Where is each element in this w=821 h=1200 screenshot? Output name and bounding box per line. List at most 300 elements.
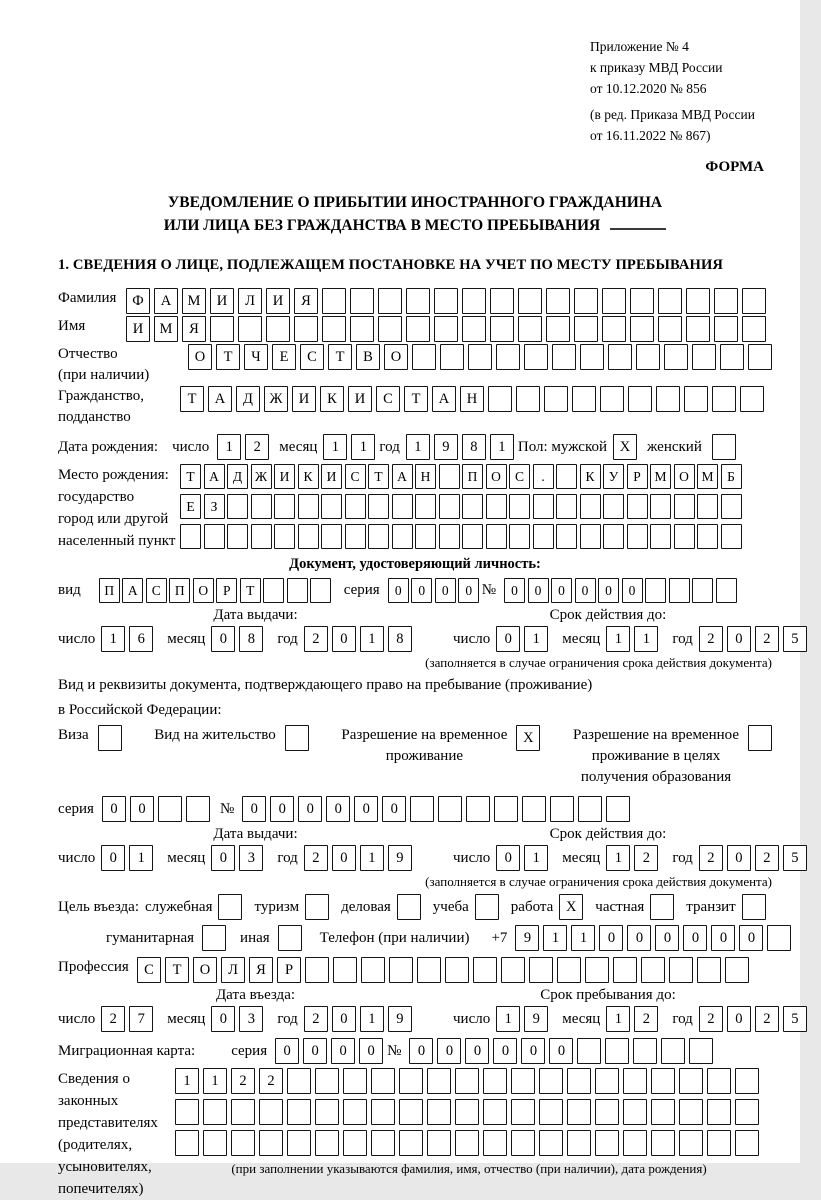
char-cell[interactable]	[516, 386, 540, 412]
char-cell[interactable]	[315, 1130, 339, 1156]
char-cell[interactable]	[251, 494, 272, 519]
char-cell[interactable]	[645, 578, 666, 603]
char-cell[interactable]	[550, 796, 574, 822]
char-cell[interactable]	[600, 386, 624, 412]
char-cell[interactable]: А	[122, 578, 143, 603]
char-cell[interactable]: 0	[521, 1038, 545, 1064]
char-cell[interactable]	[368, 494, 389, 519]
char-cell[interactable]: Т	[165, 957, 189, 983]
char-cell[interactable]	[580, 344, 604, 370]
char-cell[interactable]	[603, 524, 624, 549]
char-cell[interactable]	[434, 316, 458, 342]
char-cell[interactable]: 0	[354, 796, 378, 822]
char-cell[interactable]: 0	[622, 578, 643, 603]
char-cell[interactable]	[509, 524, 530, 549]
char-cell[interactable]: 1	[496, 1006, 520, 1032]
char-cell[interactable]: 2	[304, 1006, 328, 1032]
char-cell[interactable]	[735, 1130, 759, 1156]
char-cell[interactable]: 0	[211, 845, 235, 871]
char-cell[interactable]	[602, 288, 626, 314]
char-cell[interactable]	[669, 957, 693, 983]
char-cell[interactable]: 1	[101, 626, 125, 652]
char-cell[interactable]	[298, 494, 319, 519]
char-cell[interactable]: 0	[411, 578, 432, 603]
char-cell[interactable]	[368, 524, 389, 549]
char-cell[interactable]: 0	[493, 1038, 517, 1064]
char-cell[interactable]: Т	[180, 386, 204, 412]
char-cell[interactable]	[350, 316, 374, 342]
char-cell[interactable]: Л	[221, 957, 245, 983]
sex-female-checkbox[interactable]	[712, 434, 736, 460]
char-cell[interactable]: 1	[606, 1006, 630, 1032]
char-cell[interactable]	[263, 578, 284, 603]
char-cell[interactable]	[427, 1068, 451, 1094]
char-cell[interactable]	[287, 1068, 311, 1094]
char-cell[interactable]	[274, 494, 295, 519]
char-cell[interactable]	[567, 1130, 591, 1156]
char-cell[interactable]: 1	[203, 1068, 227, 1094]
char-cell[interactable]: 1	[323, 434, 347, 460]
char-cell[interactable]: У	[603, 464, 624, 489]
char-cell[interactable]	[180, 524, 201, 549]
char-cell[interactable]: 0	[359, 1038, 383, 1064]
char-cell[interactable]	[186, 796, 210, 822]
char-cell[interactable]	[533, 524, 554, 549]
char-cell[interactable]	[602, 316, 626, 342]
char-cell[interactable]: 2	[245, 434, 269, 460]
char-cell[interactable]: 1	[524, 626, 548, 652]
char-cell[interactable]	[556, 524, 577, 549]
char-cell[interactable]	[574, 288, 598, 314]
char-cell[interactable]	[310, 578, 331, 603]
char-cell[interactable]	[462, 494, 483, 519]
char-cell[interactable]	[546, 288, 570, 314]
char-cell[interactable]: 1	[406, 434, 430, 460]
char-cell[interactable]	[650, 524, 671, 549]
purpose-private-checkbox[interactable]	[650, 894, 674, 920]
purpose-official-checkbox[interactable]	[218, 894, 242, 920]
char-cell[interactable]	[572, 386, 596, 412]
char-cell[interactable]: 0	[242, 796, 266, 822]
char-cell[interactable]	[378, 288, 402, 314]
char-cell[interactable]	[529, 957, 553, 983]
char-cell[interactable]	[669, 578, 690, 603]
char-cell[interactable]: 2	[699, 1006, 723, 1032]
char-cell[interactable]	[287, 1130, 311, 1156]
char-cell[interactable]	[567, 1068, 591, 1094]
char-cell[interactable]	[742, 316, 766, 342]
char-cell[interactable]: 0	[275, 1038, 299, 1064]
char-cell[interactable]: 2	[304, 845, 328, 871]
char-cell[interactable]	[175, 1099, 199, 1125]
char-cell[interactable]	[399, 1130, 423, 1156]
char-cell[interactable]: 9	[388, 1006, 412, 1032]
char-cell[interactable]: И	[348, 386, 372, 412]
char-cell[interactable]: 0	[130, 796, 154, 822]
char-cell[interactable]: 0	[504, 578, 525, 603]
char-cell[interactable]: А	[392, 464, 413, 489]
char-cell[interactable]	[697, 494, 718, 519]
char-cell[interactable]: Б	[721, 464, 742, 489]
char-cell[interactable]	[735, 1099, 759, 1125]
char-cell[interactable]: 0	[101, 845, 125, 871]
char-cell[interactable]: И	[292, 386, 316, 412]
char-cell[interactable]	[651, 1099, 675, 1125]
char-cell[interactable]	[231, 1099, 255, 1125]
char-cell[interactable]	[371, 1068, 395, 1094]
char-cell[interactable]: П	[99, 578, 120, 603]
char-cell[interactable]	[287, 578, 308, 603]
char-cell[interactable]	[539, 1099, 563, 1125]
char-cell[interactable]	[661, 1038, 685, 1064]
char-cell[interactable]	[613, 957, 637, 983]
char-cell[interactable]: 0	[331, 1038, 355, 1064]
char-cell[interactable]: 0	[458, 578, 479, 603]
char-cell[interactable]	[259, 1130, 283, 1156]
char-cell[interactable]: 2	[755, 626, 779, 652]
char-cell[interactable]	[674, 494, 695, 519]
char-cell[interactable]	[345, 524, 366, 549]
char-cell[interactable]	[227, 524, 248, 549]
char-cell[interactable]: 0	[683, 925, 707, 951]
char-cell[interactable]: 5	[783, 845, 807, 871]
char-cell[interactable]: М	[154, 316, 178, 342]
char-cell[interactable]	[714, 288, 738, 314]
char-cell[interactable]: 0	[739, 925, 763, 951]
char-cell[interactable]	[315, 1068, 339, 1094]
char-cell[interactable]	[623, 1130, 647, 1156]
char-cell[interactable]	[707, 1099, 731, 1125]
char-cell[interactable]: .	[533, 464, 554, 489]
char-cell[interactable]	[580, 524, 601, 549]
char-cell[interactable]: А	[204, 464, 225, 489]
char-cell[interactable]	[371, 1099, 395, 1125]
char-cell[interactable]: 0	[627, 925, 651, 951]
char-cell[interactable]: 0	[496, 845, 520, 871]
char-cell[interactable]: 0	[727, 845, 751, 871]
char-cell[interactable]	[455, 1099, 479, 1125]
char-cell[interactable]	[720, 344, 744, 370]
char-cell[interactable]	[274, 524, 295, 549]
char-cell[interactable]: 0	[332, 1006, 356, 1032]
char-cell[interactable]	[204, 524, 225, 549]
char-cell[interactable]	[427, 1099, 451, 1125]
char-cell[interactable]: 9	[388, 845, 412, 871]
char-cell[interactable]	[735, 1068, 759, 1094]
char-cell[interactable]: 0	[388, 578, 409, 603]
char-cell[interactable]: 0	[102, 796, 126, 822]
char-cell[interactable]	[486, 524, 507, 549]
char-cell[interactable]	[630, 316, 654, 342]
char-cell[interactable]: 2	[755, 845, 779, 871]
char-cell[interactable]	[462, 288, 486, 314]
char-cell[interactable]: А	[432, 386, 456, 412]
char-cell[interactable]	[578, 796, 602, 822]
char-cell[interactable]	[627, 494, 648, 519]
char-cell[interactable]: В	[356, 344, 380, 370]
char-cell[interactable]	[511, 1068, 535, 1094]
char-cell[interactable]: Р	[627, 464, 648, 489]
char-cell[interactable]: 0	[437, 1038, 461, 1064]
char-cell[interactable]: 1	[490, 434, 514, 460]
char-cell[interactable]	[740, 386, 764, 412]
char-cell[interactable]	[636, 344, 660, 370]
char-cell[interactable]	[266, 316, 290, 342]
char-cell[interactable]	[544, 386, 568, 412]
char-cell[interactable]	[294, 316, 318, 342]
char-cell[interactable]: С	[376, 386, 400, 412]
char-cell[interactable]	[518, 288, 542, 314]
char-cell[interactable]: Р	[277, 957, 301, 983]
char-cell[interactable]	[490, 316, 514, 342]
char-cell[interactable]: 5	[783, 626, 807, 652]
char-cell[interactable]: 0	[435, 578, 456, 603]
char-cell[interactable]	[580, 494, 601, 519]
char-cell[interactable]	[605, 1038, 629, 1064]
char-cell[interactable]	[322, 316, 346, 342]
char-cell[interactable]: 8	[239, 626, 263, 652]
char-cell[interactable]: Н	[415, 464, 436, 489]
char-cell[interactable]	[406, 288, 430, 314]
purpose-humanitarian-checkbox[interactable]	[202, 925, 226, 951]
char-cell[interactable]: 7	[129, 1006, 153, 1032]
char-cell[interactable]: Е	[272, 344, 296, 370]
char-cell[interactable]: К	[320, 386, 344, 412]
char-cell[interactable]	[412, 344, 436, 370]
char-cell[interactable]	[203, 1099, 227, 1125]
sex-male-checkbox[interactable]: X	[613, 434, 637, 460]
purpose-tourism-checkbox[interactable]	[305, 894, 329, 920]
char-cell[interactable]: Ж	[251, 464, 272, 489]
char-cell[interactable]: С	[509, 464, 530, 489]
char-cell[interactable]: Л	[238, 288, 262, 314]
purpose-business-checkbox[interactable]	[397, 894, 421, 920]
char-cell[interactable]	[455, 1068, 479, 1094]
temp-permit-checkbox[interactable]: X	[516, 725, 540, 751]
char-cell[interactable]	[287, 1099, 311, 1125]
char-cell[interactable]	[468, 344, 492, 370]
char-cell[interactable]	[603, 494, 624, 519]
char-cell[interactable]	[539, 1068, 563, 1094]
char-cell[interactable]	[686, 316, 710, 342]
char-cell[interactable]	[697, 957, 721, 983]
char-cell[interactable]	[658, 316, 682, 342]
char-cell[interactable]: Я	[182, 316, 206, 342]
char-cell[interactable]: 3	[239, 1006, 263, 1032]
char-cell[interactable]: О	[193, 578, 214, 603]
char-cell[interactable]	[496, 344, 520, 370]
char-cell[interactable]: С	[146, 578, 167, 603]
char-cell[interactable]	[658, 288, 682, 314]
char-cell[interactable]	[410, 796, 434, 822]
char-cell[interactable]	[623, 1099, 647, 1125]
char-cell[interactable]	[415, 494, 436, 519]
char-cell[interactable]: И	[321, 464, 342, 489]
char-cell[interactable]	[714, 316, 738, 342]
char-cell[interactable]	[689, 1038, 713, 1064]
char-cell[interactable]: 2	[101, 1006, 125, 1032]
char-cell[interactable]	[557, 957, 581, 983]
char-cell[interactable]: С	[137, 957, 161, 983]
char-cell[interactable]: П	[169, 578, 190, 603]
char-cell[interactable]	[721, 494, 742, 519]
char-cell[interactable]	[692, 344, 716, 370]
char-cell[interactable]: Ф	[126, 288, 150, 314]
char-cell[interactable]	[158, 796, 182, 822]
char-cell[interactable]	[399, 1099, 423, 1125]
char-cell[interactable]: О	[674, 464, 695, 489]
char-cell[interactable]: 0	[211, 626, 235, 652]
char-cell[interactable]: 2	[304, 626, 328, 652]
char-cell[interactable]	[322, 288, 346, 314]
char-cell[interactable]: Н	[460, 386, 484, 412]
char-cell[interactable]: Т	[404, 386, 428, 412]
char-cell[interactable]: 2	[699, 845, 723, 871]
char-cell[interactable]: 0	[727, 1006, 751, 1032]
char-cell[interactable]: А	[154, 288, 178, 314]
char-cell[interactable]	[651, 1130, 675, 1156]
char-cell[interactable]	[417, 957, 441, 983]
char-cell[interactable]	[679, 1130, 703, 1156]
visa-checkbox[interactable]	[98, 725, 122, 751]
char-cell[interactable]	[651, 1068, 675, 1094]
purpose-other-checkbox[interactable]	[278, 925, 302, 951]
char-cell[interactable]	[608, 344, 632, 370]
char-cell[interactable]	[210, 316, 234, 342]
char-cell[interactable]	[238, 316, 262, 342]
char-cell[interactable]: 1	[634, 626, 658, 652]
char-cell[interactable]	[343, 1068, 367, 1094]
char-cell[interactable]	[175, 1130, 199, 1156]
char-cell[interactable]	[522, 796, 546, 822]
char-cell[interactable]	[650, 494, 671, 519]
char-cell[interactable]	[399, 1068, 423, 1094]
char-cell[interactable]	[483, 1099, 507, 1125]
char-cell[interactable]	[511, 1130, 535, 1156]
char-cell[interactable]: 0	[711, 925, 735, 951]
char-cell[interactable]	[686, 288, 710, 314]
char-cell[interactable]	[623, 1068, 647, 1094]
char-cell[interactable]: И	[126, 316, 150, 342]
char-cell[interactable]: 8	[462, 434, 486, 460]
char-cell[interactable]	[707, 1068, 731, 1094]
char-cell[interactable]	[440, 344, 464, 370]
char-cell[interactable]: 0	[465, 1038, 489, 1064]
char-cell[interactable]	[679, 1068, 703, 1094]
char-cell[interactable]: Д	[227, 464, 248, 489]
char-cell[interactable]: 2	[231, 1068, 255, 1094]
char-cell[interactable]	[628, 386, 652, 412]
char-cell[interactable]	[427, 1130, 451, 1156]
char-cell[interactable]	[466, 796, 490, 822]
char-cell[interactable]: О	[188, 344, 212, 370]
char-cell[interactable]: 0	[298, 796, 322, 822]
char-cell[interactable]: 0	[211, 1006, 235, 1032]
residence-permit-checkbox[interactable]	[285, 725, 309, 751]
char-cell[interactable]	[439, 494, 460, 519]
char-cell[interactable]	[439, 524, 460, 549]
edu-permit-checkbox[interactable]	[748, 725, 772, 751]
char-cell[interactable]	[333, 957, 357, 983]
char-cell[interactable]: 0	[332, 845, 356, 871]
char-cell[interactable]	[574, 316, 598, 342]
char-cell[interactable]: 0	[551, 578, 572, 603]
char-cell[interactable]	[509, 494, 530, 519]
char-cell[interactable]	[259, 1099, 283, 1125]
char-cell[interactable]: Т	[368, 464, 389, 489]
char-cell[interactable]	[595, 1068, 619, 1094]
char-cell[interactable]	[321, 494, 342, 519]
purpose-work-checkbox[interactable]: X	[559, 894, 583, 920]
char-cell[interactable]: З	[204, 494, 225, 519]
char-cell[interactable]	[585, 957, 609, 983]
char-cell[interactable]	[455, 1130, 479, 1156]
char-cell[interactable]: 2	[634, 1006, 658, 1032]
char-cell[interactable]: 1	[543, 925, 567, 951]
char-cell[interactable]: 0	[303, 1038, 327, 1064]
char-cell[interactable]	[606, 796, 630, 822]
char-cell[interactable]: 0	[599, 925, 623, 951]
char-cell[interactable]	[494, 796, 518, 822]
char-cell[interactable]: 6	[129, 626, 153, 652]
char-cell[interactable]	[350, 288, 374, 314]
char-cell[interactable]: 0	[549, 1038, 573, 1064]
char-cell[interactable]	[721, 524, 742, 549]
char-cell[interactable]: К	[298, 464, 319, 489]
char-cell[interactable]: Д	[236, 386, 260, 412]
char-cell[interactable]	[251, 524, 272, 549]
char-cell[interactable]	[712, 386, 736, 412]
char-cell[interactable]: 2	[699, 626, 723, 652]
char-cell[interactable]: 2	[755, 1006, 779, 1032]
char-cell[interactable]: Ж	[264, 386, 288, 412]
char-cell[interactable]: 5	[783, 1006, 807, 1032]
char-cell[interactable]: Т	[180, 464, 201, 489]
char-cell[interactable]	[415, 524, 436, 549]
char-cell[interactable]	[641, 957, 665, 983]
char-cell[interactable]	[725, 957, 749, 983]
char-cell[interactable]	[697, 524, 718, 549]
char-cell[interactable]	[501, 957, 525, 983]
char-cell[interactable]	[315, 1099, 339, 1125]
char-cell[interactable]: 3	[239, 845, 263, 871]
char-cell[interactable]	[434, 288, 458, 314]
char-cell[interactable]	[361, 957, 385, 983]
char-cell[interactable]	[473, 957, 497, 983]
char-cell[interactable]: Т	[216, 344, 240, 370]
char-cell[interactable]	[392, 494, 413, 519]
char-cell[interactable]	[684, 386, 708, 412]
char-cell[interactable]	[406, 316, 430, 342]
char-cell[interactable]	[524, 344, 548, 370]
char-cell[interactable]	[321, 524, 342, 549]
char-cell[interactable]	[539, 1130, 563, 1156]
char-cell[interactable]	[462, 316, 486, 342]
char-cell[interactable]: Е	[180, 494, 201, 519]
char-cell[interactable]	[707, 1130, 731, 1156]
char-cell[interactable]: 1	[571, 925, 595, 951]
char-cell[interactable]: 1	[351, 434, 375, 460]
char-cell[interactable]	[378, 316, 402, 342]
char-cell[interactable]	[692, 578, 713, 603]
char-cell[interactable]	[343, 1130, 367, 1156]
char-cell[interactable]: 0	[598, 578, 619, 603]
char-cell[interactable]: Я	[249, 957, 273, 983]
char-cell[interactable]	[490, 288, 514, 314]
char-cell[interactable]: 2	[259, 1068, 283, 1094]
char-cell[interactable]: С	[345, 464, 366, 489]
char-cell[interactable]: С	[300, 344, 324, 370]
